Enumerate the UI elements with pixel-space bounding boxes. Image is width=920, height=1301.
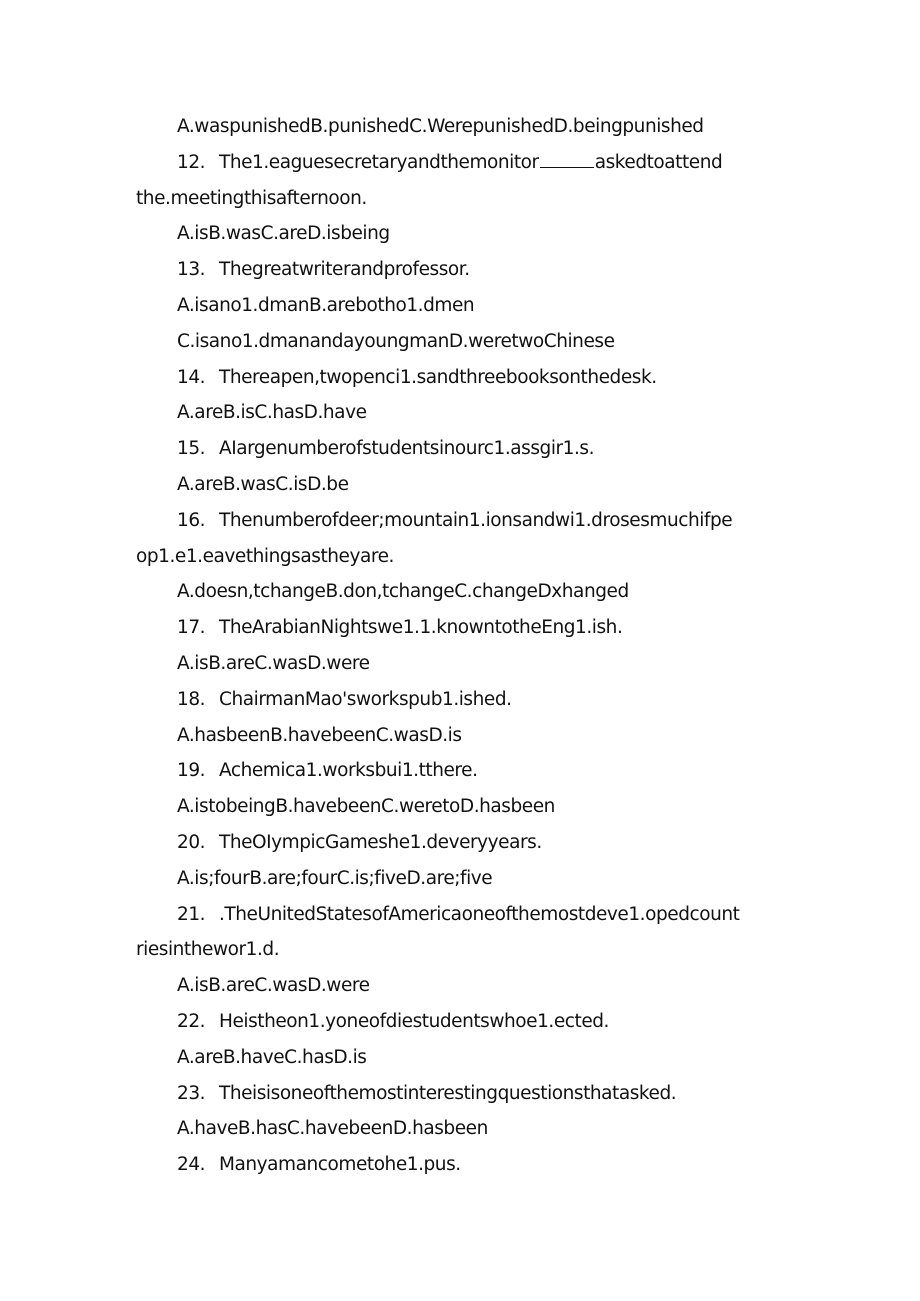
options-text: A.doesn,tchangeB.don,tchangeC.changeDxhanged <box>177 581 629 603</box>
question-23 <box>136 1076 786 1112</box>
options-text: A.isB.wasC.areD.isbeing <box>177 223 390 245</box>
question-text: Thereapen,twopenci1.sandthreebooksonthedesk. <box>219 366 657 388</box>
question-12 <box>136 145 786 181</box>
options-text: A.isB.areC.wasD.were <box>177 652 370 674</box>
options-text: A.is;fourB.are;fourC.is;fiveD.are;five <box>177 867 493 889</box>
question-number: 12. <box>177 151 206 173</box>
answer-blank <box>540 153 594 168</box>
question-text: Heistheon1.yoneofdiestudentswhoe1.ected. <box>219 1010 609 1032</box>
answer-options <box>136 109 786 145</box>
continuation-text: riesinthewor1.d. <box>136 939 280 961</box>
question-number: 19. <box>177 760 206 782</box>
options-text: A.areB.haveC.hasD.is <box>177 1046 367 1068</box>
continuation-text: op1.e1.eavethingsastheyare. <box>136 545 394 567</box>
question-number: 22. <box>177 1010 206 1032</box>
options-text: A.isB.areC.wasD.were <box>177 975 370 997</box>
options-text: A.hasbeenB.havebeenC.wasD.is <box>177 724 462 746</box>
continuation-text: the.meetingthisafternoon. <box>136 187 367 209</box>
question-text-part-2: askedtoattend <box>594 151 723 173</box>
question-number: 17. <box>177 617 206 639</box>
options-text: A.waspunishedB.punishedC.WerepunishedD.beingpunished <box>177 116 704 137</box>
question-16 <box>136 503 786 539</box>
question-text: TheOIympicGameshe1.deveryyears. <box>219 831 542 853</box>
question-continuation <box>136 539 786 575</box>
question-17 <box>136 610 786 646</box>
question-18 <box>136 682 786 718</box>
options-text: C.isano1.dmanandayoungmanD.weretwoChinese <box>177 330 615 352</box>
question-number: 16. <box>177 509 206 531</box>
question-number: 21. <box>177 903 206 925</box>
options-text: A.istobeingB.havebeenC.weretoD.hasbeen <box>177 796 555 818</box>
answer-options <box>136 467 786 503</box>
question-text: Thegreatwriterandprofessor. <box>219 259 470 281</box>
question-15 <box>136 431 786 467</box>
question-number: 14. <box>177 366 206 388</box>
question-14 <box>136 360 786 396</box>
question-number: 15. <box>177 438 206 460</box>
question-text: Thenumberofdeer;mountain1.ionsandwi1.drosesmuchifpe <box>219 509 733 531</box>
answer-options <box>136 718 786 754</box>
question-22 <box>136 1004 786 1040</box>
answer-options <box>136 789 786 825</box>
options-text: A.haveB.hasC.havebeenD.hasbeen <box>177 1118 488 1140</box>
question-number: 18. <box>177 688 206 710</box>
options-text: A.isano1.dmanB.arebotho1.dmen <box>177 294 475 316</box>
answer-options <box>136 1040 786 1076</box>
question-text: Theisisoneofthemostinterestingquestionsthatasked. <box>219 1082 677 1104</box>
answer-options <box>136 861 786 897</box>
answer-options <box>136 395 786 431</box>
question-text: TheArabianNightswe1.1.knowntotheEng1.ish. <box>219 617 623 639</box>
question-continuation <box>136 181 786 217</box>
answer-options <box>136 968 786 1004</box>
answer-options <box>136 288 786 324</box>
options-text: A.areB.isC.hasD.have <box>177 402 367 424</box>
question-continuation <box>136 932 786 968</box>
answer-options <box>136 1111 786 1147</box>
question-text: ChairmanMao'sworkspub1.ished. <box>219 688 512 710</box>
options-text: A.areB.wasC.isD.be <box>177 473 349 495</box>
question-text-part-1: The1.eaguesecretaryandthemonitor <box>219 151 539 173</box>
question-number: 20. <box>177 831 206 853</box>
question-text: Achemica1.worksbui1.tthere. <box>219 760 478 782</box>
question-number: 24. <box>177 1154 206 1176</box>
question-text: .TheUnitedStatesofAmericaoneofthemostdeve1.opedcount <box>219 903 740 925</box>
question-13 <box>136 252 786 288</box>
question-21 <box>136 897 786 933</box>
answer-options <box>136 324 786 360</box>
question-24 <box>136 1147 786 1183</box>
answer-options <box>136 574 786 610</box>
question-20 <box>136 825 786 861</box>
answer-options <box>136 646 786 682</box>
answer-options <box>136 216 786 252</box>
question-text: Manyamancometohe1.pus. <box>219 1154 461 1176</box>
exercise-text <box>136 109 786 1183</box>
question-number: 13. <box>177 259 206 281</box>
question-19 <box>136 753 786 789</box>
question-text: AIargenumberofstudentsinourc1.assgir1.s. <box>219 438 595 460</box>
question-number: 23. <box>177 1082 206 1104</box>
